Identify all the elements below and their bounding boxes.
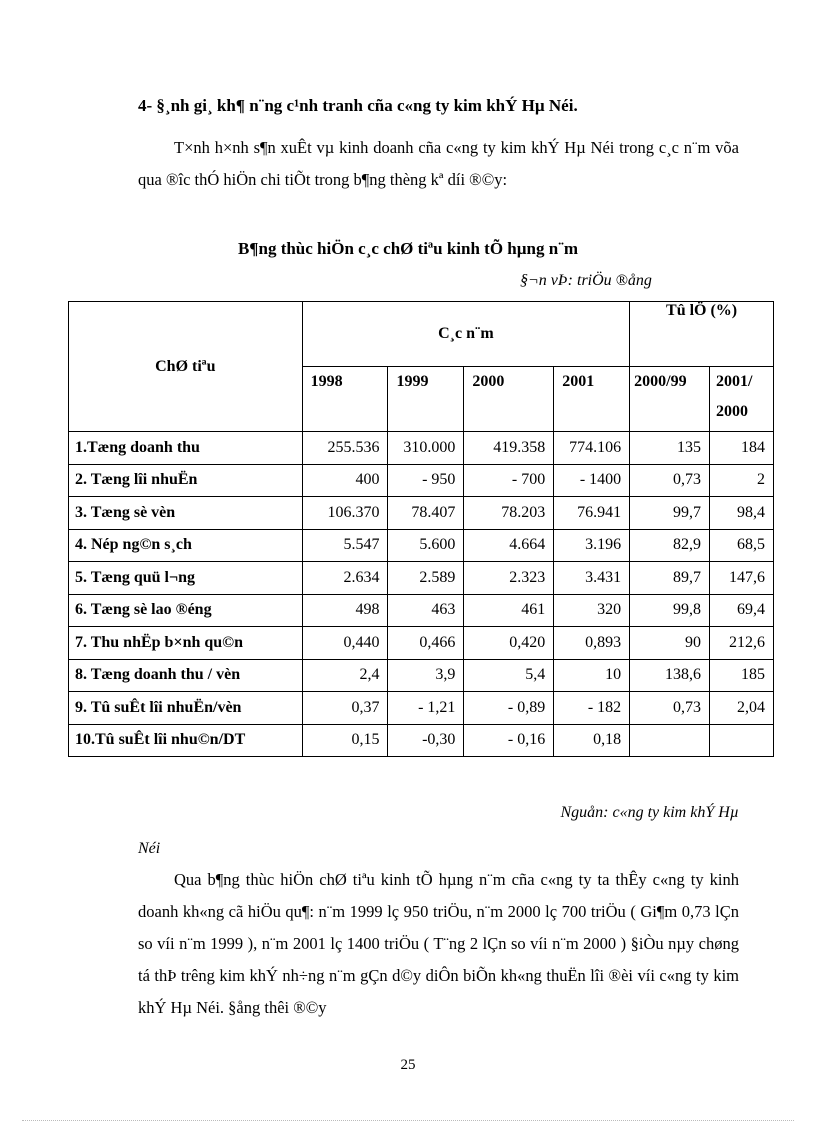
- row-label: 9. Tû suÊt lîi nhuËn/vèn: [69, 692, 303, 725]
- source-note: [138, 795, 739, 867]
- conclusion-paragraph: [138, 864, 739, 1024]
- table-cell: 5.547: [302, 529, 388, 562]
- row-label: 3. Tæng sè vèn: [69, 497, 303, 530]
- table-cell: 0,893: [554, 627, 630, 660]
- table-cell: 3.196: [554, 529, 630, 562]
- table-cell: 3,9: [388, 659, 464, 692]
- table-row: [69, 432, 774, 465]
- table-cell: 78.203: [464, 497, 554, 530]
- table-cell: - 182: [554, 692, 630, 725]
- table-cell: 463: [388, 594, 464, 627]
- row-label: 7. Thu nhËp b×nh qu©n: [69, 627, 303, 660]
- table-cell: 2,4: [302, 659, 388, 692]
- table-cell: [630, 724, 710, 757]
- table-cell: 461: [464, 594, 554, 627]
- row-label: 6. Tæng sè lao ®éng: [69, 594, 303, 627]
- table-cell: 2.589: [388, 562, 464, 595]
- table-row: [69, 497, 774, 530]
- unit-note: §¬n vÞ: triÖu ®ång: [520, 272, 652, 289]
- table-cell: 10: [554, 659, 630, 692]
- table-cell: 2.323: [464, 562, 554, 595]
- table-cell: - 1,21: [388, 692, 464, 725]
- table-row: [69, 627, 774, 660]
- table-cell: 89,7: [630, 562, 710, 595]
- table-cell: 400: [302, 464, 388, 497]
- ratio-header: 2001/ 2000: [710, 367, 774, 432]
- table-cell: 99,8: [630, 594, 710, 627]
- row-label: 2. Tæng lîi nhuËn: [69, 464, 303, 497]
- row-label: 4. Nép ng©n s¸ch: [69, 529, 303, 562]
- intro-paragraph: [138, 132, 739, 196]
- ratio-group-header: Tû lÖ (%): [630, 302, 774, 367]
- table-cell: 0,15: [302, 724, 388, 757]
- table-cell: 135: [630, 432, 710, 465]
- years-group-header: C¸c n¨m: [302, 302, 630, 367]
- table-row: [69, 529, 774, 562]
- table-cell: 106.370: [302, 497, 388, 530]
- table-cell: 0,466: [388, 627, 464, 660]
- table-cell: 0,18: [554, 724, 630, 757]
- table-cell: 320: [554, 594, 630, 627]
- table-cell: 419.358: [464, 432, 554, 465]
- table-row: [69, 692, 774, 725]
- table-cell: 0,440: [302, 627, 388, 660]
- table-cell: 2,04: [710, 692, 774, 725]
- year-header: 1998: [302, 367, 388, 432]
- table-cell: 498: [302, 594, 388, 627]
- table-cell: 90: [630, 627, 710, 660]
- table-cell: 212,6: [710, 627, 774, 660]
- table-cell: 138,6: [630, 659, 710, 692]
- year-header: 2001: [554, 367, 630, 432]
- indicators-table: [68, 301, 774, 757]
- table-cell: 184: [710, 432, 774, 465]
- row-label: 10.Tû suÊt lîi nhu©n/DT: [69, 724, 303, 757]
- table-cell: 78.407: [388, 497, 464, 530]
- table-cell: 69,4: [710, 594, 774, 627]
- year-header: 2000: [464, 367, 554, 432]
- table-cell: 147,6: [710, 562, 774, 595]
- table-cell: - 1400: [554, 464, 630, 497]
- table-cell: 82,9: [630, 529, 710, 562]
- row-label: 5. Tæng quü l¬ng: [69, 562, 303, 595]
- table-cell: 774.106: [554, 432, 630, 465]
- table-cell: 0,73: [630, 464, 710, 497]
- table-cell: 4.664: [464, 529, 554, 562]
- table-cell: 2.634: [302, 562, 388, 595]
- table-cell: 255.536: [302, 432, 388, 465]
- table-row: [69, 562, 774, 595]
- table-cell: - 950: [388, 464, 464, 497]
- table-cell: 0,420: [464, 627, 554, 660]
- table-cell: 310.000: [388, 432, 464, 465]
- table-cell: 68,5: [710, 529, 774, 562]
- table-row: [69, 594, 774, 627]
- row-label: 1.Tæng doanh thu: [69, 432, 303, 465]
- table-row: [69, 464, 774, 497]
- table-row: [69, 659, 774, 692]
- table-cell: 5,4: [464, 659, 554, 692]
- page-number: 25: [400, 1057, 416, 1073]
- ratio-header: 2000/99: [630, 367, 710, 432]
- table-cell: 0,37: [302, 692, 388, 725]
- table-cell: - 700: [464, 464, 554, 497]
- table-cell: 2: [710, 464, 774, 497]
- table-cell: 5.600: [388, 529, 464, 562]
- table-row: [69, 724, 774, 757]
- row-label: 8. Tæng doanh thu / vèn: [69, 659, 303, 692]
- conclusion-paragraph-text: Qua b¶ng thùc hiÖn chØ tiªu kinh tÕ hµng n¨m cña c«ng ty ta thÊy c«ng ty kinh doanh kh«ng cã hiÖu qu¶: n¨m 1999 lç 950 triÖu, n¨m 2000 lç 700 triÖu ( Gi¶m 0,73 lÇn so víi n¨m 1999 ), n¨m 2001 lç 1400 triÖu ( T¨ng 2 lÇn so víi n¨m 2000 ) §iÒu nµy chøng tá thÞ trêng kim khÝ nh÷ng n¨m gÇn d©y diÔn biÕn kh«ng thuËn lîi ®èi víi c«ng ty kim khÝ Hµ Néi. §ång thêi ®©y: [138, 870, 739, 1017]
- intro-paragraph-text: T×nh h×nh s¶n xuÊt vµ kinh doanh cña c«ng ty kim khÝ Hµ Néi trong c¸c n¨m võa qua ®îc thÓ hiÖn chi tiÕt trong b¶ng thèng kª díi ®©y:: [138, 138, 739, 189]
- table-cell: 99,7: [630, 497, 710, 530]
- table-cell: 98,4: [710, 497, 774, 530]
- table-cell: - 0,89: [464, 692, 554, 725]
- section-heading: 4- §¸nh gi¸ kh¶ n¨ng c¹nh tranh cña c«ng ty kim khÝ Hµ Néi.: [138, 96, 578, 115]
- footer-divider: [22, 1120, 794, 1121]
- source-line-2: Néi: [138, 840, 161, 857]
- table-cell: [710, 724, 774, 757]
- table-body: [69, 432, 774, 757]
- table-cell: 76.941: [554, 497, 630, 530]
- table-cell: 3.431: [554, 562, 630, 595]
- table-cell: 185: [710, 659, 774, 692]
- table-cell: - 0,16: [464, 724, 554, 757]
- indicator-header: ChØ tiªu: [69, 302, 303, 432]
- table-header-row-1: [69, 302, 774, 367]
- table-title: B¶ng thùc hiÖn c¸c chØ tiªu kinh tÕ hµng n¨m: [237, 239, 579, 258]
- table-cell: 0,73: [630, 692, 710, 725]
- table-cell: -0,30: [388, 724, 464, 757]
- year-header: 1999: [388, 367, 464, 432]
- source-line-1: Nguån: c«ng ty kim khÝ Hµ: [560, 804, 739, 821]
